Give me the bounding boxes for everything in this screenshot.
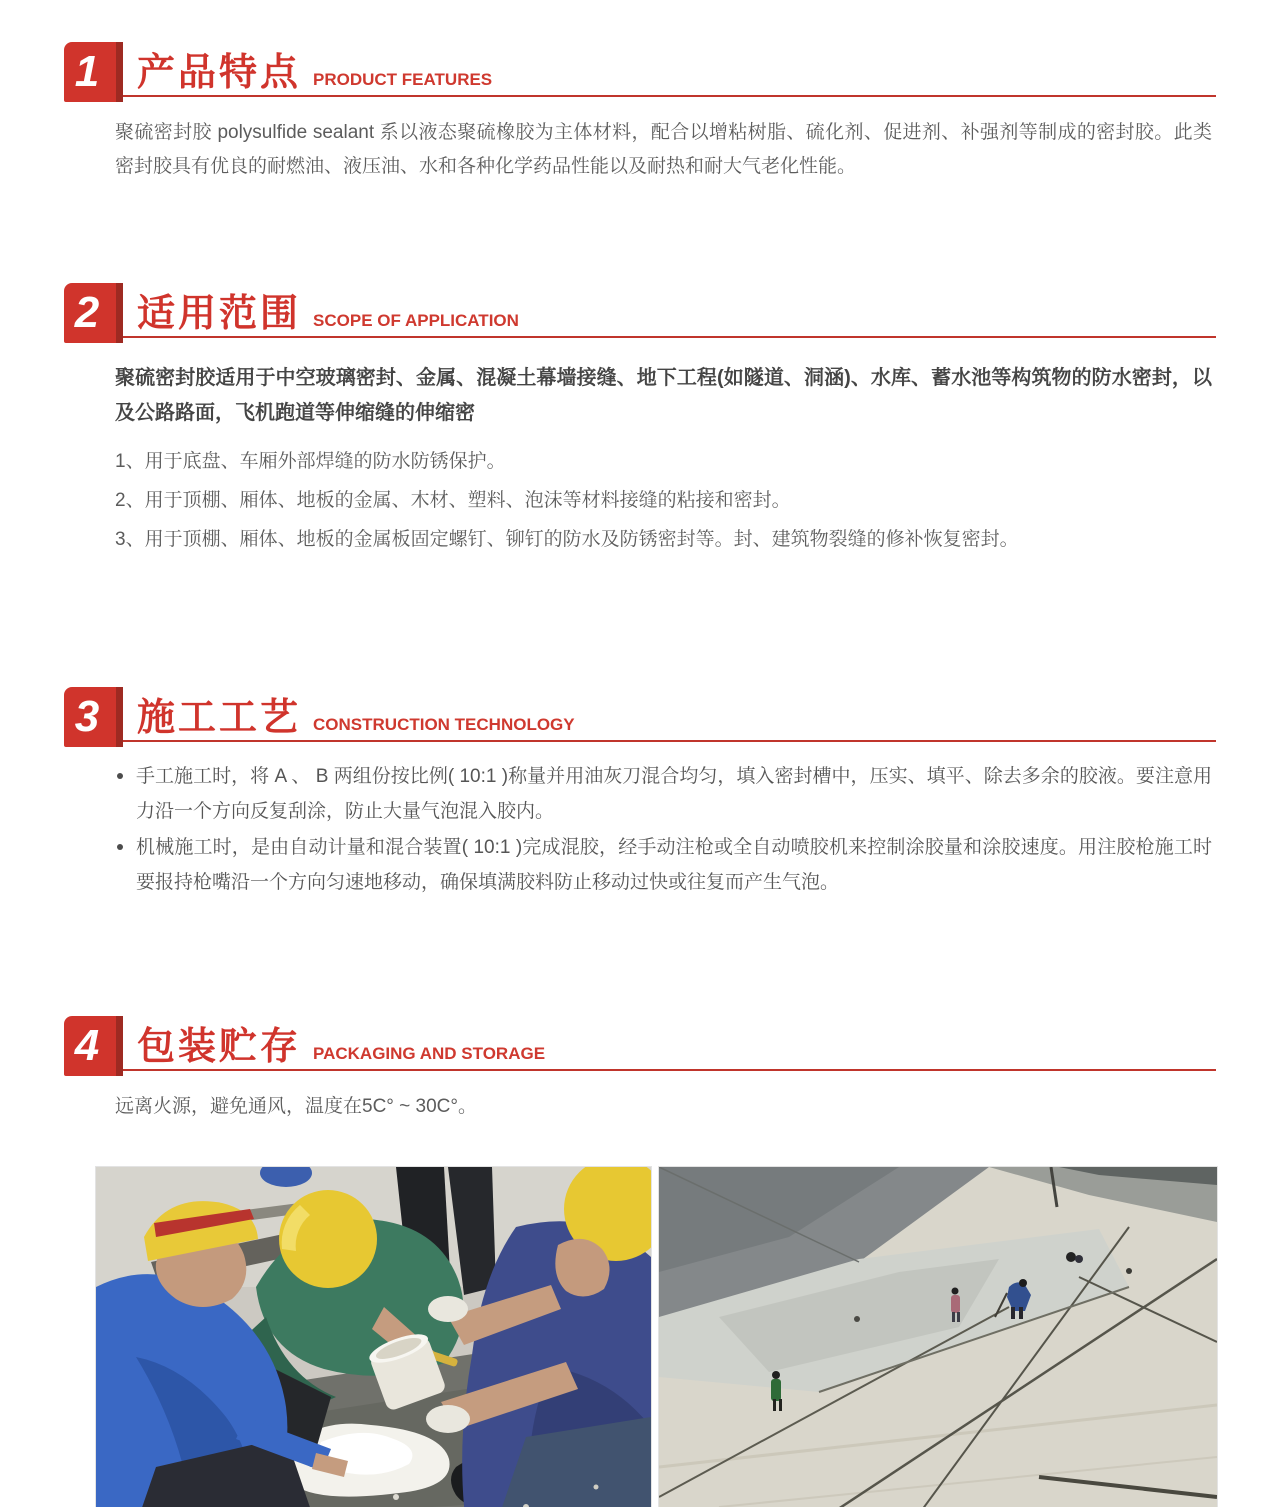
section-titles	[137, 295, 519, 341]
section-titles	[137, 54, 492, 100]
section-header	[64, 1012, 1216, 1074]
workers-mixing-sealant-photo	[95, 1166, 652, 1507]
section-number-badge	[64, 42, 123, 102]
section-number: 2	[74, 288, 100, 337]
section-title-zh: 包装贮存	[137, 1026, 302, 1068]
section-lead-paragraph: 聚硫密封胶适用于中空玻璃密封、金属、混凝土幕墙接缝、地下工程(如隧道、洞涵)、水库、蓄水池等构筑物的防水密封，以及公路路面，飞机跑道等伸缩缝的伸缩密	[115, 367, 1212, 424]
section-number: 4	[74, 1021, 100, 1070]
section-header	[64, 683, 1216, 745]
section-product-features	[0, 38, 1280, 184]
bullet-item	[115, 830, 1212, 900]
section-packaging-storage	[0, 1012, 1280, 1124]
section-number-badge	[64, 687, 123, 747]
section-title-en: CONSTRUCTION TECHNOLOGY	[313, 715, 575, 734]
list-item: 1、用于底盘、车厢外部焊缝的防水防锈保护。	[115, 451, 506, 472]
application-list	[115, 447, 1212, 555]
bullet-item	[115, 759, 1212, 829]
section-number-badge	[64, 1016, 123, 1076]
section-header	[64, 38, 1216, 100]
section-number: 1	[74, 47, 100, 96]
bullet-text: 机械施工时，是由自动计量和混合装置( 10:1 )完成混胶，经手动注枪或全自动喷胶机来控制涂胶量和涂胶速度。用注胶枪施工时要报持枪嘴沿一个方向匀速地移动，确保填满胶料防止移动过快或往复而产生气泡。	[136, 837, 1212, 893]
list-item: 3、用于顶棚、厢体、地板的金属板固定螺钉、铆钉的防水及防锈密封等。封、建筑物裂缝的修补恢复密封。	[115, 529, 1019, 550]
section-title-zh: 产品特点	[137, 52, 302, 94]
photo-row	[95, 1166, 1218, 1507]
section-title-zh: 施工工艺	[137, 697, 302, 739]
bullet-text: 手工施工时，将 A 、 B 两组份按比例( 10:1 )称量并用油灰刀混合均匀，填入密封槽中，压实、填平、除去多余的胶液。要注意用力沿一个方向反复刮涂，防止大量气泡混入胶内。	[136, 766, 1212, 822]
header-rule	[64, 740, 1216, 742]
bullet-dot-icon	[117, 844, 123, 850]
section-title-en: PACKAGING AND STORAGE	[313, 1044, 546, 1063]
concrete-slope-joint-sealing-photo	[658, 1166, 1218, 1507]
section-title-en: PRODUCT FEATURES	[313, 70, 493, 89]
section-title-en: SCOPE OF APPLICATION	[313, 311, 519, 330]
section-titles	[137, 1028, 545, 1074]
bullet-dot-icon	[117, 773, 123, 779]
section-header	[64, 279, 1216, 341]
header-rule	[64, 336, 1216, 338]
section-construction-technology	[0, 683, 1280, 900]
section-number-badge	[64, 283, 123, 343]
construction-bullet-list	[115, 759, 1212, 900]
section-paragraph: 聚硫密封胶 polysulfide sealant 系以液态聚硫橡胶为主体材料，配合以增粘树脂、硫化剂、促进剂、补强剂等制成的密封胶。此类密封胶具有优良的耐燃油、液压油、水和各种化学药品性能以及耐热和耐大气老化性能。	[115, 122, 1212, 177]
section-number: 3	[74, 692, 100, 741]
section-scope-of-application	[0, 279, 1280, 555]
section-titles	[137, 699, 575, 745]
header-rule	[64, 1069, 1216, 1071]
section-paragraph: 远离火源，避免通风，温度在5C° ~ 30C°。	[115, 1096, 477, 1117]
section-title-zh: 适用范围	[137, 293, 302, 335]
header-rule	[64, 95, 1216, 97]
list-item: 2、用于顶棚、厢体、地板的金属、木材、塑料、泡沫等材料接缝的粘接和密封。	[115, 490, 791, 511]
